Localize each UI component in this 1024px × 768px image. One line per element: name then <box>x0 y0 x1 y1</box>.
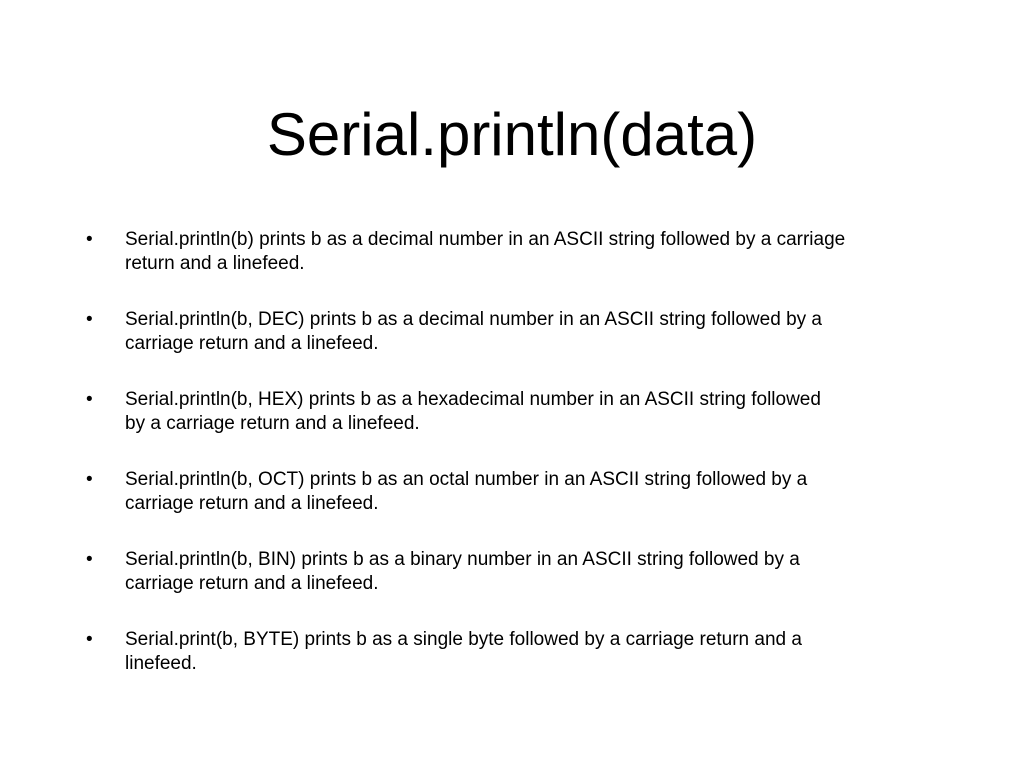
bullet-icon: • <box>86 469 93 490</box>
bullet-text-line-2: linefeed. <box>125 652 197 674</box>
bullet-text-line-2: carriage return and a linefeed. <box>125 492 379 514</box>
bullet-text-line-2: return and a linefeed. <box>125 252 305 274</box>
bullet-icon: • <box>86 309 93 330</box>
bullet-item-println-b <box>86 228 956 275</box>
slide-title: Serial.println(data) <box>266 101 758 168</box>
bullet-text-line-1: Serial.println(b, DEC) prints b as a decimal number in an ASCII string followed by a <box>125 309 822 330</box>
bullet-item-println-dec <box>86 308 956 355</box>
bullet-item-println-hex <box>86 388 956 435</box>
bullet-text-line-1: Serial.println(b, BIN) prints b as a binary number in an ASCII string followed by a <box>125 549 800 570</box>
bullet-text-line-1: Serial.println(b, OCT) prints b as an octal number in an ASCII string followed by a <box>125 469 808 490</box>
bullet-list <box>86 228 956 708</box>
bullet-item-println-bin <box>86 548 956 595</box>
bullet-item-println-oct <box>86 468 956 515</box>
bullet-icon: • <box>86 389 93 410</box>
bullet-text-line-1: Serial.println(b) prints b as a decimal number in an ASCII string followed by a carriage <box>125 229 846 250</box>
bullet-text-line-2: carriage return and a linefeed. <box>125 572 379 594</box>
bullet-icon: • <box>86 629 93 650</box>
bullet-text-line-1: Serial.println(b, HEX) prints b as a hexadecimal number in an ASCII string followed <box>125 389 821 410</box>
bullet-icon: • <box>86 229 93 250</box>
bullet-item-print-byte <box>86 628 956 675</box>
bullet-text-line-2: carriage return and a linefeed. <box>125 332 379 354</box>
bullet-text-line-1: Serial.print(b, BYTE) prints b as a single byte followed by a carriage return and a <box>125 629 802 650</box>
bullet-text-line-2: by a carriage return and a linefeed. <box>125 412 420 434</box>
bullet-icon: • <box>86 549 93 570</box>
